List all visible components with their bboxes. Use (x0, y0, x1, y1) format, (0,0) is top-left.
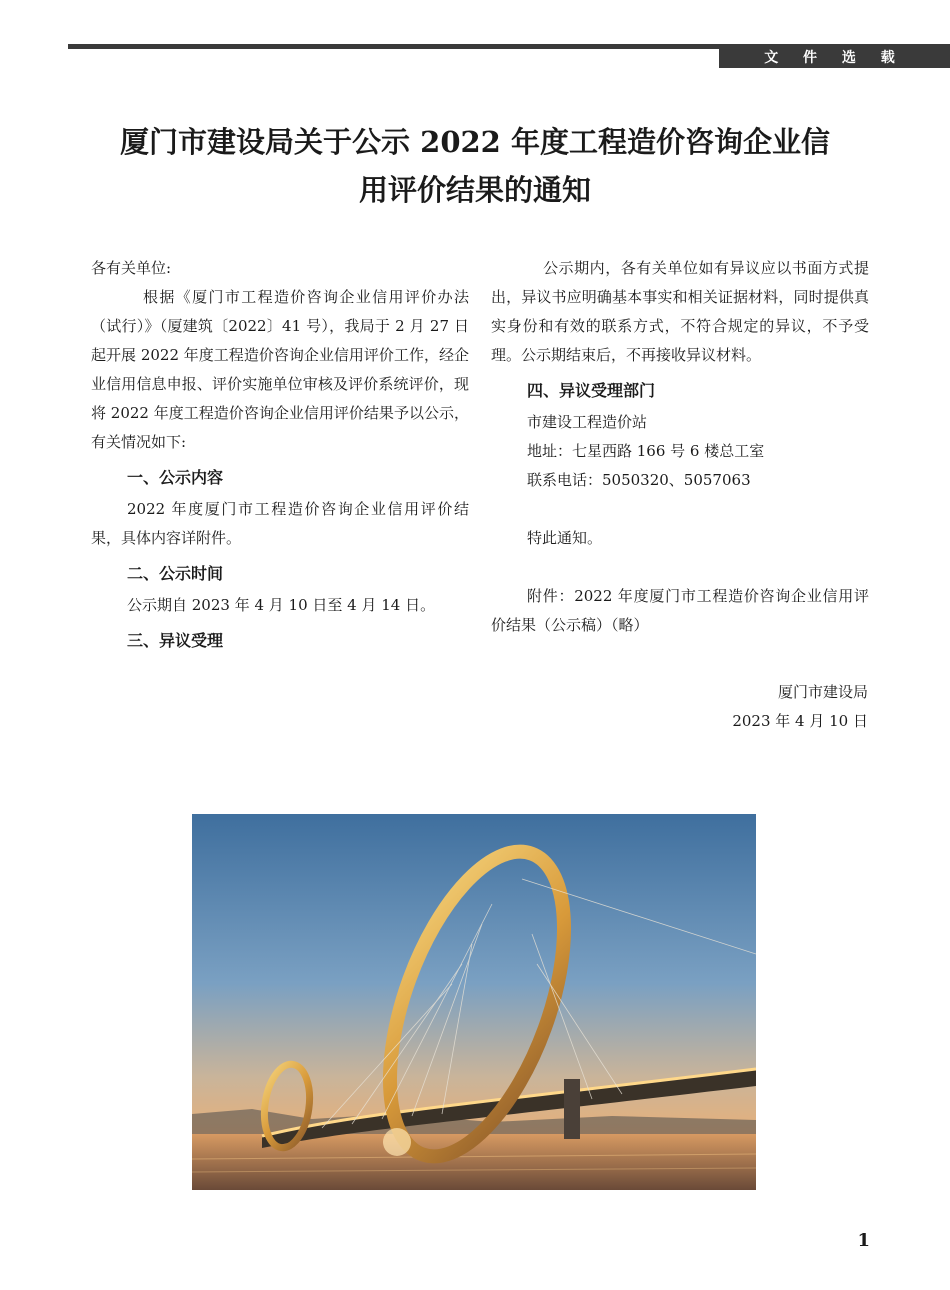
title-line-2: 用评价结果的通知 (358, 173, 591, 207)
section-1-text: 2022 年度厦门市工程造价咨询企业信用评价结果，具体内容详附件。 (91, 500, 469, 547)
section-4-heading: 四、异议受理部门 (527, 381, 656, 400)
dept-address: 地址：七星西路 166 号 6 楼总工室 (527, 442, 765, 460)
attachment-note: 附件：2022 年度厦门市工程造价咨询企业信用评价结果（公示稿）（略） (491, 587, 869, 634)
title-line-1: 厦门市建设局关于公示 2022 年度工程造价咨询企业信 (120, 125, 830, 159)
salutation: 各有关单位: (91, 259, 172, 277)
section-tag: 文 件 选 载 (719, 49, 950, 68)
section-2-heading: 二、公示时间 (127, 564, 224, 583)
dept-phone: 联系电话：5050320、5057063 (527, 471, 751, 489)
document-title (60, 118, 890, 214)
page-number: 1 (857, 1230, 870, 1251)
left-column (91, 254, 469, 658)
section-1-heading: 一、公示内容 (127, 468, 224, 487)
right-column (491, 254, 869, 640)
intro-paragraph: 根据《厦门市工程造价咨询企业信用评价办法（试行）》（厦建筑〔2022〕41 号），我局于 2 月 27 日起开展 2022 年度工程造价咨询企业信用评价工作，经企业信用信息申报、评价实施单位审核及评价系统评价，现将 2022 年度工程造价咨询企业信用评价结果予以公示，有关情况如下: (91, 288, 469, 451)
section-3-heading: 三、异议受理 (127, 631, 224, 650)
signoff (600, 678, 868, 736)
closing-line: 特此通知。 (527, 529, 603, 547)
issue-date: 2023 年 4 月 10 日 (732, 712, 868, 730)
bridge-photo (192, 814, 756, 1190)
section-3-text: 公示期内，各有关单位如有异议应以书面方式提出，异议书应明确基本事实和相关证据材料，同时提供真实身份和有效的联系方式，不符合规定的异议，不予受理。公示期结束后，不再接收异议材料。 (491, 259, 869, 364)
issuer: 厦门市建设局 (777, 683, 868, 701)
bridge-photo-svg (192, 814, 756, 1190)
dept-name: 市建设工程造价站 (527, 413, 648, 431)
section-2-text: 公示期自 2023 年 4 月 10 日至 4 月 14 日。 (127, 596, 436, 614)
